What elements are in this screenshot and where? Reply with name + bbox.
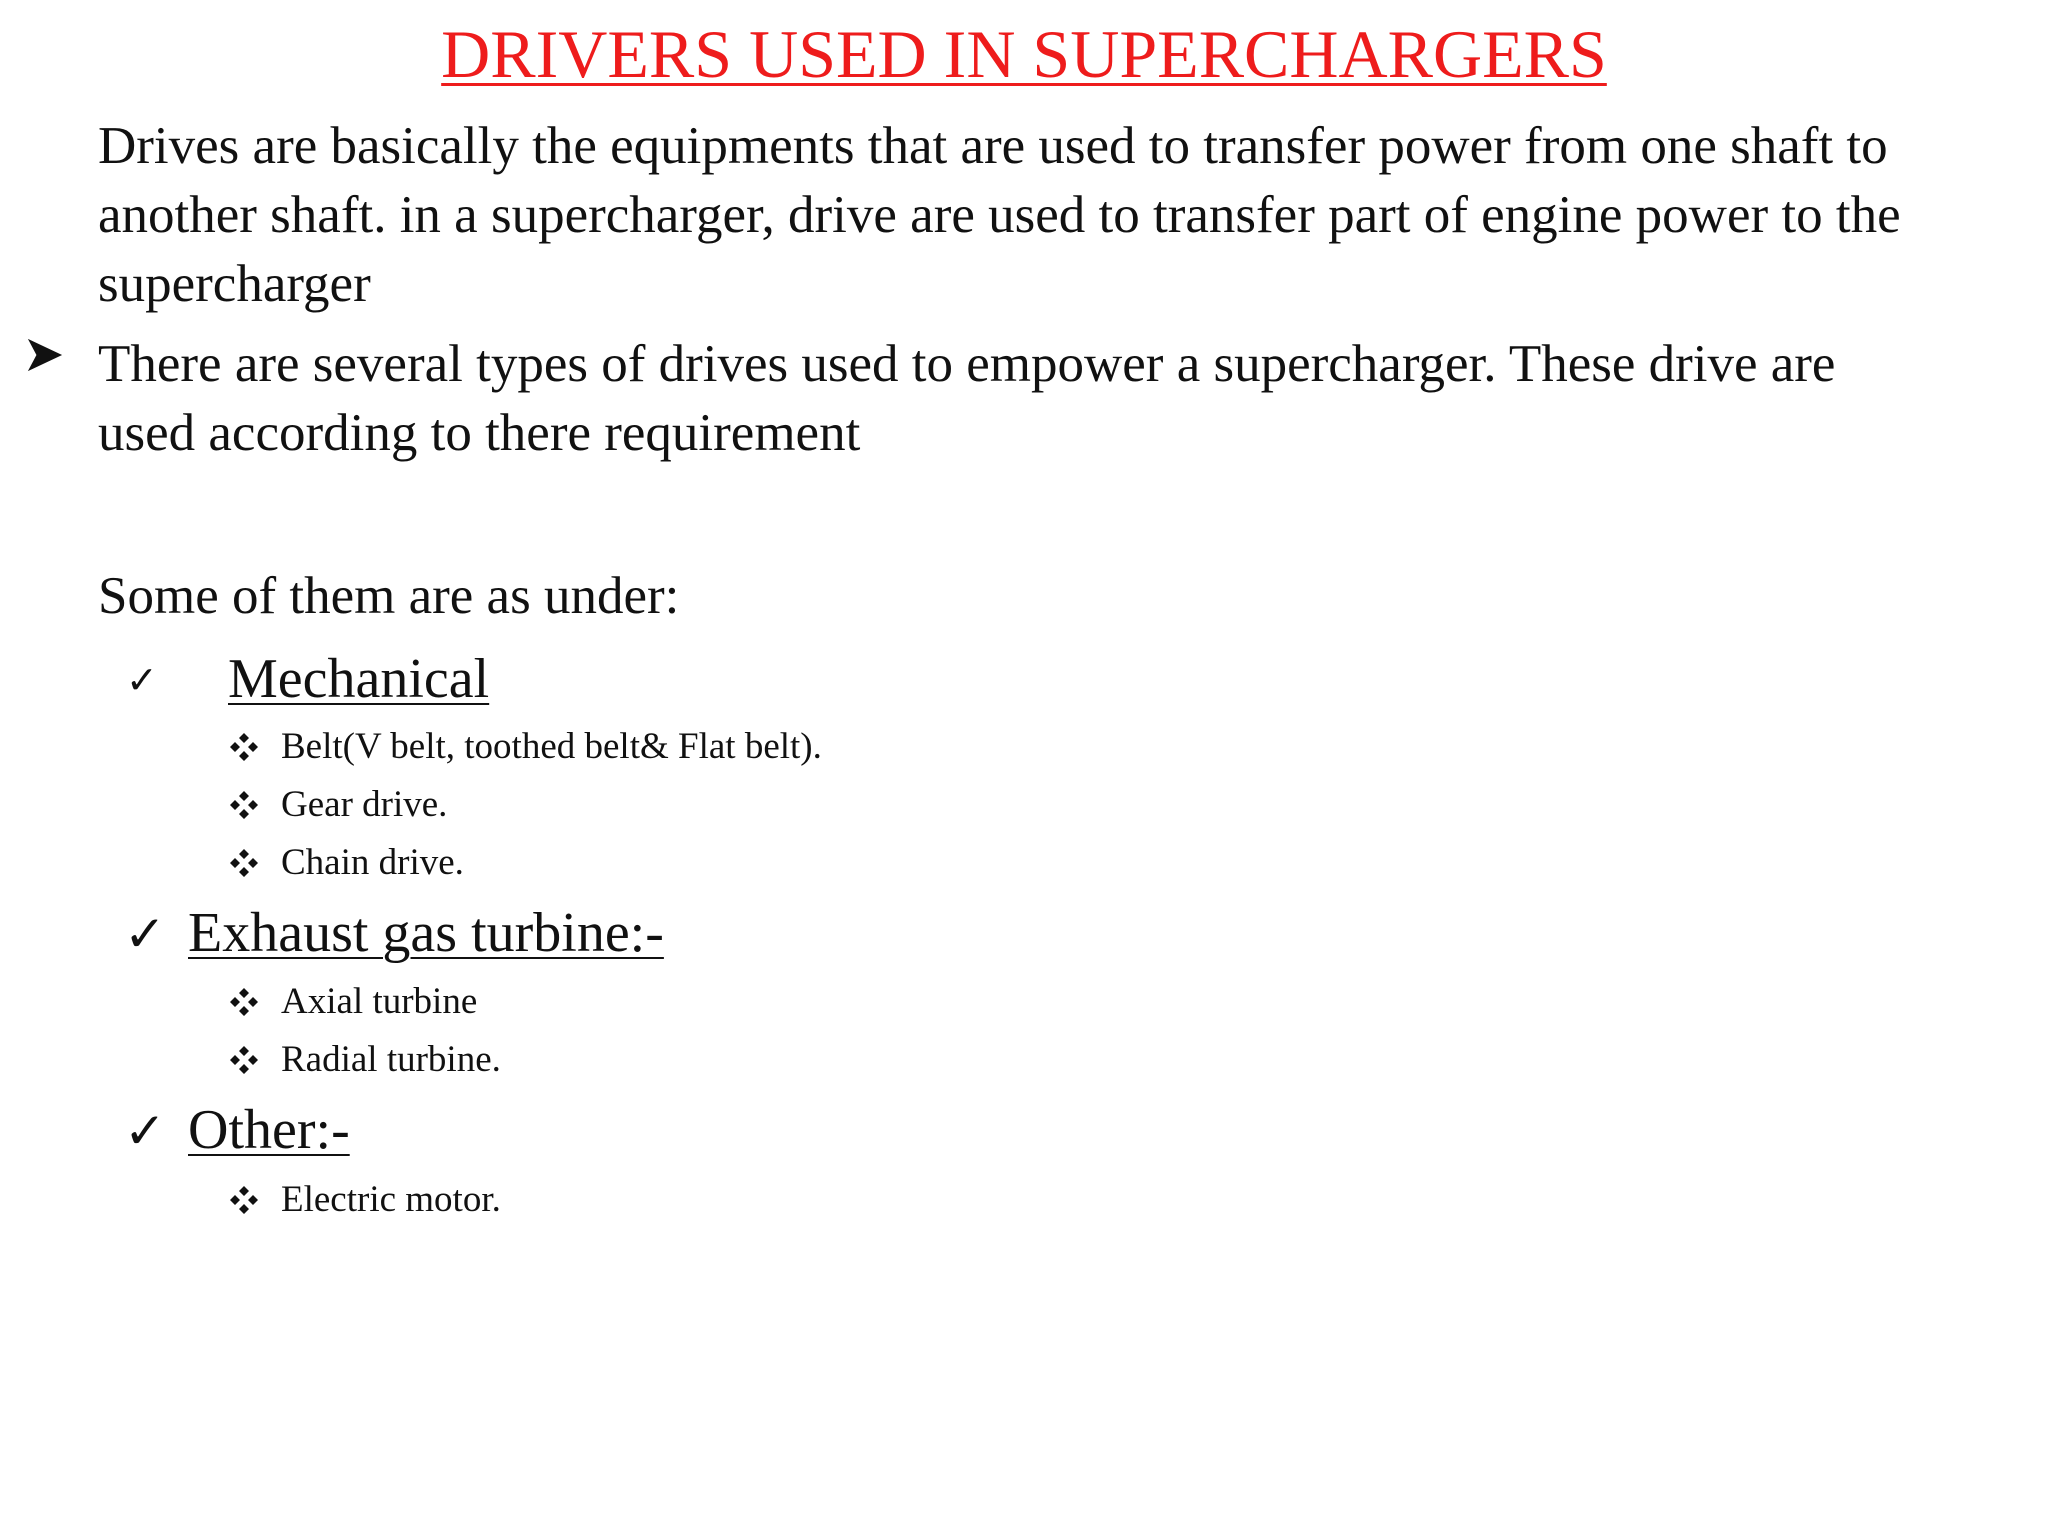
four-diamond-bullet-icon xyxy=(229,1185,259,1215)
list-item-label: Chain drive. xyxy=(281,842,464,883)
intro-paragraph: Drives are basically the equipments that are used to transfer power from one shaft to another shaft. in a supercharger, drive are used to transfer part of engine power to the supercharger xyxy=(98,117,1901,313)
check-mark-icon: ✓ xyxy=(126,658,158,702)
category-other: Other:- xyxy=(188,1099,350,1161)
list-item xyxy=(229,780,447,830)
category-mechanical: Mechanical xyxy=(228,648,490,710)
check-mark-icon: ✓ xyxy=(124,1102,166,1160)
four-diamond-bullet-icon xyxy=(229,790,259,820)
list-item xyxy=(229,722,822,772)
list-item-label: Radial turbine. xyxy=(281,1039,501,1080)
list-item xyxy=(229,1175,501,1225)
list-item xyxy=(229,1035,501,1085)
list-item-label: Belt(V belt, toothed belt& Flat belt). xyxy=(281,726,822,767)
list-item xyxy=(229,977,477,1027)
four-diamond-bullet-icon xyxy=(229,1045,259,1075)
list-item-label: Electric motor. xyxy=(281,1179,501,1220)
category-exhaust-gas-turbine: Exhaust gas turbine:- xyxy=(188,902,664,964)
four-diamond-bullet-icon xyxy=(229,848,259,878)
check-mark-icon: ✓ xyxy=(124,905,166,963)
four-diamond-bullet-icon xyxy=(229,732,259,762)
slide-title: DRIVERS USED IN SUPERCHARGERS xyxy=(441,16,1607,92)
list-item-label: Gear drive. xyxy=(281,784,448,825)
bullet-paragraph: There are several types of drives used to empower a supercharger. These drive are used according to there requirement xyxy=(98,335,1836,462)
four-diamond-bullet-icon xyxy=(229,987,259,1017)
list-item xyxy=(229,838,464,888)
list-item-label: Axial turbine xyxy=(281,981,478,1022)
list-intro: Some of them are as under: xyxy=(98,567,680,625)
arrowhead-bullet-icon xyxy=(26,336,64,374)
